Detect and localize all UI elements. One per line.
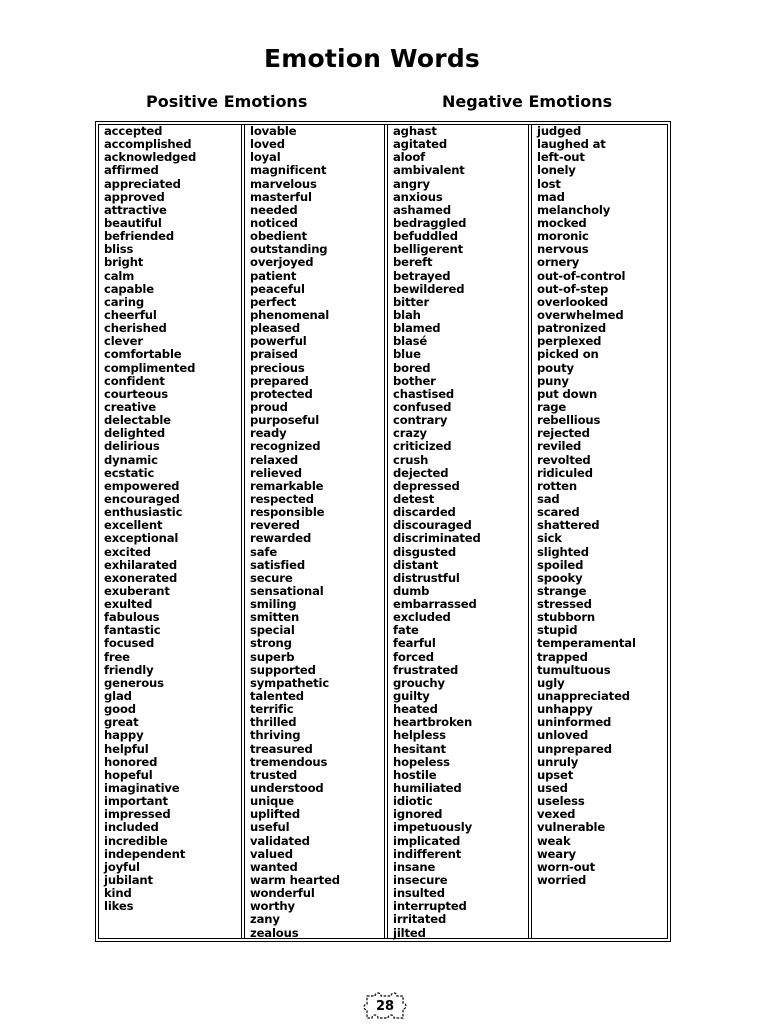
word-item: rage: [537, 399, 567, 414]
word-item: hopeless: [393, 754, 450, 769]
word-item: delectable: [104, 413, 171, 428]
emotion-words-table: [95, 121, 671, 942]
word-item: laughed at: [537, 137, 606, 152]
word-item: trapped: [537, 649, 588, 664]
word-item: insecure: [393, 873, 448, 888]
word-item: purposeful: [250, 413, 320, 428]
word-item: talented: [250, 689, 304, 704]
word-item: hopeful: [104, 767, 153, 782]
word-item: pleased: [250, 321, 300, 336]
word-item: helpful: [104, 741, 149, 756]
word-item: calm: [104, 268, 135, 283]
word-item: beautiful: [104, 215, 162, 230]
word-item: bliss: [104, 242, 134, 257]
word-item: powerful: [250, 334, 307, 349]
word-item: generous: [104, 675, 164, 690]
word-item: bereft: [393, 255, 433, 270]
word-item: unique: [250, 794, 294, 809]
word-item: courteous: [104, 386, 168, 401]
word-item: worn-out: [537, 859, 596, 874]
word-item: indifferent: [393, 846, 462, 861]
word-item: uninformed: [537, 715, 612, 730]
word-item: pouty: [537, 360, 574, 375]
word-item: exulted: [104, 597, 153, 612]
word-item: fantastic: [104, 623, 161, 638]
word-item: included: [104, 820, 159, 835]
word-item: superb: [250, 649, 295, 664]
word-list: [532, 125, 667, 887]
word-item: valued: [250, 846, 293, 861]
word-item: affirmed: [104, 163, 159, 178]
word-item: ornery: [537, 255, 580, 270]
word-item: overjoyed: [250, 255, 314, 270]
word-item: outstanding: [250, 242, 328, 257]
word-item: confused: [393, 399, 452, 414]
word-item: befriended: [104, 229, 174, 244]
word-item: jubilant: [104, 873, 153, 888]
word-item: sensational: [250, 583, 324, 598]
word-item: prepared: [250, 373, 309, 388]
word-item: befuddled: [393, 229, 458, 244]
word-item: ridiculed: [537, 465, 593, 480]
word-item: respected: [250, 491, 314, 506]
word-item: safe: [250, 544, 278, 559]
word-item: free: [104, 649, 130, 664]
word-item: impetuously: [393, 820, 473, 835]
word-item: dumb: [393, 583, 430, 598]
word-item: encouraged: [104, 491, 180, 506]
word-item: jilted: [393, 925, 426, 940]
word-item: grouchy: [393, 675, 445, 690]
word-item: satisfied: [250, 557, 305, 572]
word-item: crush: [393, 452, 429, 467]
word-item: scared: [537, 505, 580, 520]
word-item: unprepared: [537, 741, 612, 756]
word-item: ready: [250, 426, 287, 441]
positive-emotions-heading: Positive Emotions: [146, 92, 308, 111]
negative-emotions-heading: Negative Emotions: [442, 92, 613, 111]
positive-column-2: [245, 125, 388, 938]
word-item: delirious: [104, 439, 160, 454]
word-item: worthy: [250, 899, 295, 914]
word-item: great: [104, 715, 139, 730]
word-item: lost: [537, 176, 561, 191]
word-item: excited: [104, 544, 151, 559]
word-item: wanted: [250, 859, 298, 874]
word-item: unloved: [537, 728, 589, 743]
word-item: accomplished: [104, 137, 192, 152]
word-item: discouraged: [393, 518, 472, 533]
word-item: masterful: [250, 189, 312, 204]
word-item: betrayed: [393, 268, 451, 283]
word-item: rewarded: [250, 531, 312, 546]
word-item: hostile: [393, 767, 437, 782]
word-item: heated: [393, 702, 438, 717]
word-item: caring: [104, 294, 145, 309]
word-item: rotten: [537, 478, 577, 493]
word-item: shattered: [537, 518, 600, 533]
word-item: special: [250, 623, 295, 638]
word-item: kind: [104, 886, 132, 901]
word-item: complimented: [104, 360, 196, 375]
word-item: uplifted: [250, 807, 301, 822]
word-item: rebellious: [537, 413, 601, 428]
word-item: mocked: [537, 215, 587, 230]
word-item: vexed: [537, 807, 576, 822]
word-item: discriminated: [393, 531, 481, 546]
word-item: picked on: [537, 347, 599, 362]
page-number-badge: [361, 990, 409, 1022]
word-item: crazy: [393, 426, 427, 441]
word-item: blamed: [393, 321, 441, 336]
word-item: fate: [393, 623, 419, 638]
word-item: good: [104, 702, 136, 717]
word-item: bewildered: [393, 281, 465, 296]
word-item: weak: [537, 833, 571, 848]
word-item: understood: [250, 781, 324, 796]
word-item: detest: [393, 491, 435, 506]
word-item: honored: [104, 754, 158, 769]
word-item: proud: [250, 399, 288, 414]
word-item: unruly: [537, 754, 579, 769]
word-list: [388, 125, 528, 940]
word-item: idiotic: [393, 794, 433, 809]
word-item: sad: [537, 491, 560, 506]
word-item: blasé: [393, 334, 428, 349]
word-item: acknowledged: [104, 150, 197, 165]
word-item: aloof: [393, 150, 426, 165]
word-item: enthusiastic: [104, 505, 183, 520]
word-item: clever: [104, 334, 143, 349]
word-item: insane: [393, 859, 436, 874]
word-item: cheerful: [104, 307, 157, 322]
word-item: implicated: [393, 833, 461, 848]
word-item: ignored: [393, 807, 443, 822]
word-item: useful: [250, 820, 290, 835]
word-item: temperamental: [537, 636, 636, 651]
word-item: heartbroken: [393, 715, 473, 730]
word-item: revered: [250, 518, 300, 533]
word-item: smiling: [250, 597, 297, 612]
word-item: out-of-control: [537, 268, 626, 283]
word-item: irritated: [393, 912, 447, 927]
word-item: cherished: [104, 321, 167, 336]
word-item: empowered: [104, 478, 180, 493]
word-item: zany: [250, 912, 280, 927]
word-item: trusted: [250, 767, 298, 782]
word-item: warm hearted: [250, 873, 340, 888]
word-item: loved: [250, 137, 285, 152]
word-item: used: [537, 781, 568, 796]
negative-column-1: [388, 125, 532, 938]
word-item: noticed: [250, 215, 298, 230]
word-item: overlooked: [537, 294, 609, 309]
word-item: bitter: [393, 294, 430, 309]
word-item: stressed: [537, 597, 592, 612]
word-item: lonely: [537, 163, 576, 178]
word-item: exuberant: [104, 583, 170, 598]
word-item: chastised: [393, 386, 455, 401]
word-item: revolted: [537, 452, 591, 467]
word-item: insulted: [393, 886, 445, 901]
word-item: lovable: [250, 124, 297, 138]
word-item: strange: [537, 583, 587, 598]
word-item: happy: [104, 728, 144, 743]
word-item: exonerated: [104, 570, 178, 585]
word-item: peaceful: [250, 281, 305, 296]
word-item: left-out: [537, 150, 585, 165]
word-item: blah: [393, 307, 421, 322]
word-item: protected: [250, 386, 313, 401]
word-item: agitated: [393, 137, 447, 152]
word-item: sympathetic: [250, 675, 330, 690]
word-item: frustrated: [393, 662, 459, 677]
word-item: bother: [393, 373, 436, 388]
word-item: creative: [104, 399, 157, 414]
word-item: belligerent: [393, 242, 463, 257]
word-item: distant: [393, 557, 439, 572]
word-item: excellent: [104, 518, 163, 533]
word-item: depressed: [393, 478, 460, 493]
word-item: guilty: [393, 689, 430, 704]
word-item: melancholy: [537, 202, 611, 217]
word-item: vulnerable: [537, 820, 606, 835]
word-item: delighted: [104, 426, 166, 441]
word-item: helpless: [393, 728, 446, 743]
word-item: tumultuous: [537, 662, 611, 677]
word-item: disgusted: [393, 544, 456, 559]
word-item: humiliated: [393, 781, 462, 796]
word-item: loyal: [250, 150, 281, 165]
word-item: ashamed: [393, 202, 451, 217]
word-item: accepted: [104, 124, 163, 138]
word-item: dejected: [393, 465, 449, 480]
word-item: overwhelmed: [537, 307, 624, 322]
word-item: remarkable: [250, 478, 324, 493]
word-item: interrupted: [393, 899, 467, 914]
word-item: capable: [104, 281, 154, 296]
word-item: excluded: [393, 610, 451, 625]
word-item: dynamic: [104, 452, 158, 467]
word-item: perplexed: [537, 334, 602, 349]
word-item: exhilarated: [104, 557, 177, 572]
word-item: forced: [393, 649, 434, 664]
word-item: unappreciated: [537, 689, 630, 704]
word-item: important: [104, 794, 168, 809]
word-item: comfortable: [104, 347, 182, 362]
word-list: [99, 125, 241, 913]
word-item: judged: [537, 124, 582, 138]
word-item: independent: [104, 846, 186, 861]
word-item: glad: [104, 689, 132, 704]
word-item: bedraggled: [393, 215, 467, 230]
word-item: relieved: [250, 465, 302, 480]
word-item: criticized: [393, 439, 452, 454]
word-item: nervous: [537, 242, 589, 257]
word-item: useless: [537, 794, 585, 809]
word-item: reviled: [537, 439, 582, 454]
word-item: patronized: [537, 321, 606, 336]
word-item: strong: [250, 636, 292, 651]
word-item: spooky: [537, 570, 583, 585]
word-item: weary: [537, 846, 576, 861]
word-item: sick: [537, 531, 562, 546]
word-item: thrilled: [250, 715, 297, 730]
word-item: perfect: [250, 294, 297, 309]
word-item: zealous: [250, 925, 299, 940]
word-item: ambivalent: [393, 163, 465, 178]
word-item: hesitant: [393, 741, 446, 756]
word-item: contrary: [393, 413, 448, 428]
word-item: moronic: [537, 229, 589, 244]
word-item: wonderful: [250, 886, 315, 901]
word-item: smitten: [250, 610, 300, 625]
word-item: attractive: [104, 202, 167, 217]
word-item: phenomenal: [250, 307, 330, 322]
word-item: fearful: [393, 636, 436, 651]
word-item: worried: [537, 873, 587, 888]
positive-column-1: [99, 125, 245, 938]
word-item: unhappy: [537, 702, 593, 717]
page-title: Emotion Words: [263, 44, 481, 73]
word-item: ecstatic: [104, 465, 155, 480]
word-item: puny: [537, 373, 569, 388]
word-item: focused: [104, 636, 155, 651]
word-item: thriving: [250, 728, 301, 743]
word-item: terrific: [250, 702, 294, 717]
word-item: praised: [250, 347, 298, 362]
word-item: rejected: [537, 426, 590, 441]
word-item: stupid: [537, 623, 578, 638]
word-item: spoiled: [537, 557, 584, 572]
word-item: recognized: [250, 439, 321, 454]
word-item: approved: [104, 189, 165, 204]
word-item: likes: [104, 899, 134, 914]
word-item: angry: [393, 176, 430, 191]
word-item: slighted: [537, 544, 589, 559]
word-item: blue: [393, 347, 421, 362]
word-item: imaginative: [104, 781, 180, 796]
word-item: impressed: [104, 807, 171, 822]
word-item: anxious: [393, 189, 443, 204]
word-item: stubborn: [537, 610, 596, 625]
word-item: upset: [537, 767, 574, 782]
word-item: patient: [250, 268, 297, 283]
word-list: [245, 125, 384, 940]
word-item: bright: [104, 255, 144, 270]
word-item: distrustful: [393, 570, 460, 585]
word-item: supported: [250, 662, 316, 677]
word-item: bored: [393, 360, 431, 375]
word-item: obedient: [250, 229, 307, 244]
word-item: confident: [104, 373, 165, 388]
word-item: validated: [250, 833, 310, 848]
word-item: responsible: [250, 505, 325, 520]
word-item: incredible: [104, 833, 168, 848]
word-item: out-of-step: [537, 281, 609, 296]
word-item: mad: [537, 189, 565, 204]
word-item: aghast: [393, 124, 437, 138]
word-item: appreciated: [104, 176, 181, 191]
word-item: fabulous: [104, 610, 160, 625]
word-item: marvelous: [250, 176, 317, 191]
word-item: relaxed: [250, 452, 298, 467]
word-item: secure: [250, 570, 293, 585]
word-item: treasured: [250, 741, 313, 756]
word-item: tremendous: [250, 754, 328, 769]
word-item: embarrassed: [393, 597, 477, 612]
word-item: needed: [250, 202, 298, 217]
word-item: precious: [250, 360, 305, 375]
word-item: friendly: [104, 662, 154, 677]
word-item: magnificent: [250, 163, 327, 178]
word-item: ugly: [537, 675, 565, 690]
word-item: joyful: [104, 859, 140, 874]
negative-column-2: [532, 125, 667, 938]
word-item: discarded: [393, 505, 456, 520]
page-number: 28: [375, 999, 395, 1014]
word-item: put down: [537, 386, 598, 401]
word-item: exceptional: [104, 531, 179, 546]
